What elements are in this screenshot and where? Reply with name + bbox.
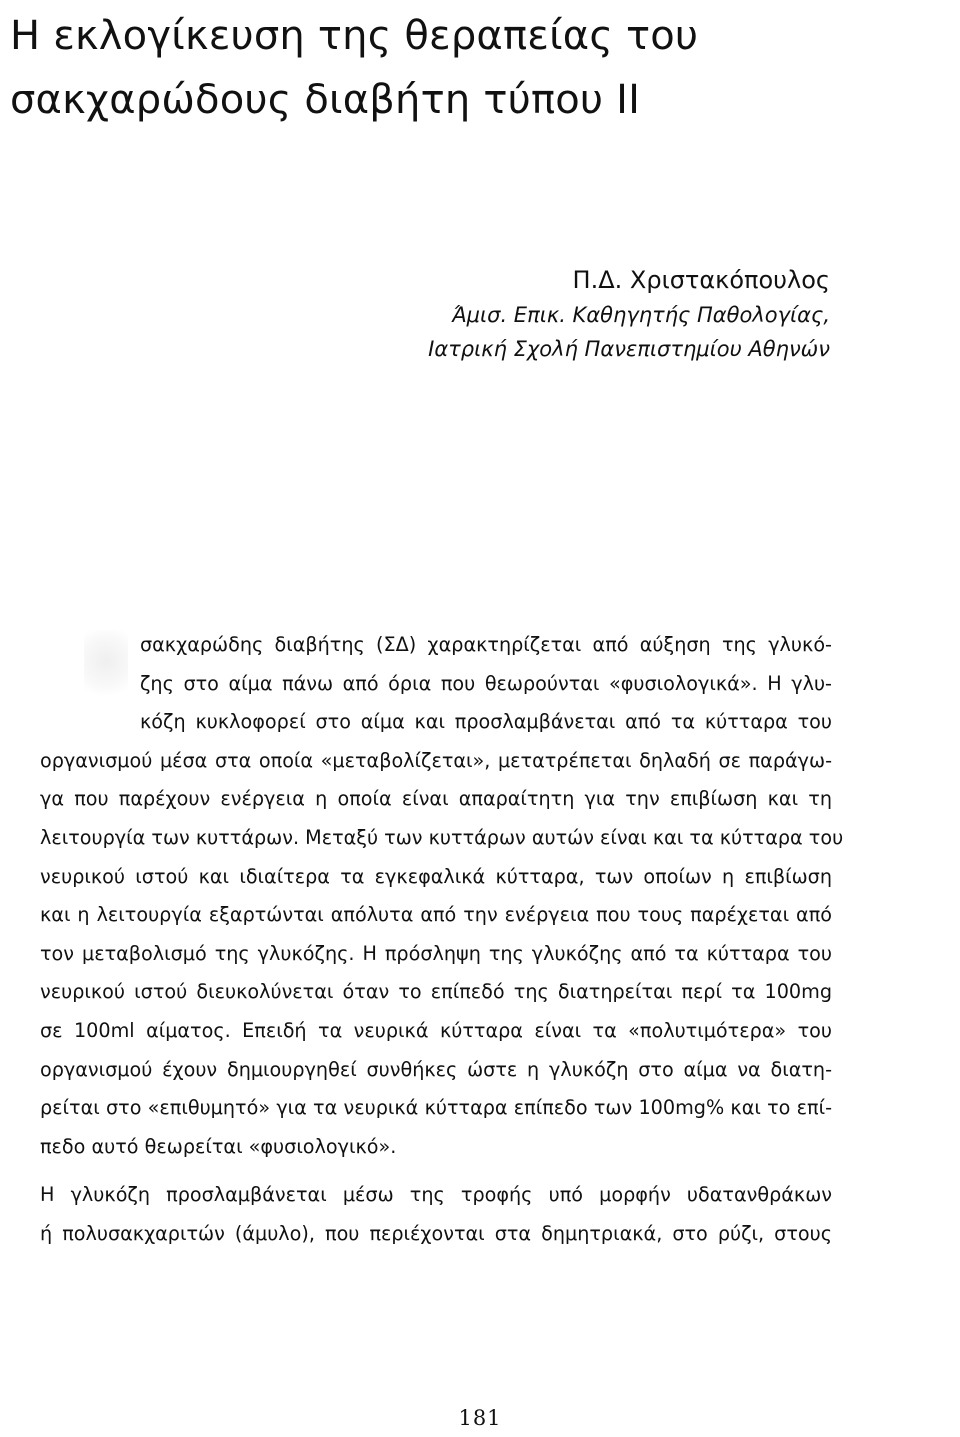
article-body bbox=[40, 626, 844, 1254]
body-line: πεδο αυτό θεωρείται «φυσιολογικό». bbox=[40, 1134, 397, 1158]
article-title bbox=[10, 4, 950, 132]
page-number: 181 bbox=[458, 1406, 502, 1430]
body-line: οργανισμού έχουν δημιουργηθεί συνθήκες ώστε η γλυκόζη στο αίμα να διατη- bbox=[40, 1057, 832, 1081]
body-line: σε 100ml αίματος. Επειδή τα νευρικά κύτταρα είναι τα «πολυτιμότερα» του bbox=[40, 1018, 832, 1042]
author-block bbox=[428, 262, 830, 366]
title-line-1: Η εκλογίκευση της θεραπείας του bbox=[10, 13, 699, 59]
body-line: γα που παρέχουν ενέργεια η οποία είναι απαραίτητη για την επιβίωση και τη bbox=[40, 787, 832, 811]
author-name: Π.Δ. Χριστακόπουλος bbox=[572, 266, 830, 294]
body-line: Η γλυκόζη προσλαμβάνεται μέσω της τροφής υπό μορφήν υδατανθράκων bbox=[40, 1183, 832, 1207]
paragraph-2 bbox=[40, 1176, 832, 1253]
body-line: ζης στο αίμα πάνω από όρια που θεωρούνται «φυσιολογικά». Η γλυ- bbox=[140, 671, 832, 695]
author-affiliation-line-2: Ιατρική Σχολή Πανεπιστημίου Αθηνών bbox=[428, 337, 830, 361]
author-affiliation-line-1: Άμισ. Επικ. Καθηγητής Παθολογίας, bbox=[452, 303, 830, 327]
body-line: λειτουργία των κυττάρων. Μεταξύ των κυττάρων αυτών είναι και τα κύτταρα του bbox=[40, 825, 844, 849]
body-line: και η λειτουργία εξαρτώνται απόλυτα από την ενέργεια που τους παρέχεται από bbox=[40, 903, 832, 927]
body-line: ρείται στο «επιθυμητό» για τα νευρικά κύτταρα επίπεδο των 100mg% και το επί- bbox=[40, 1096, 832, 1120]
paragraph-1 bbox=[40, 626, 844, 1166]
body-line: οργανισμού μέσα στα οποία «μεταβολίζεται», μετατρέπεται δηλαδή σε παράγω- bbox=[40, 748, 832, 772]
body-line: νευρικού ιστού και ιδιαίτερα τα εγκεφαλικά κύτταρα, των οποίων η επιβίωση bbox=[40, 864, 832, 888]
body-line: κόζη κυκλοφορεί στο αίμα και προσλαμβάνεται από τα κύτταρα του bbox=[140, 710, 832, 734]
title-line-2: σακχαρώδους διαβήτη τύπου ΙΙ bbox=[10, 77, 641, 123]
body-line: νευρικού ιστού διευκολύνεται όταν το επίπεδό της διατηρείται περί τα 100mg bbox=[40, 980, 832, 1004]
body-line: ή πολυσακχαριτών (άμυλο), που περιέχονται στα δημητριακά, στο ρύζι, στους bbox=[40, 1221, 832, 1245]
body-line: τον μεταβολισμό της γλυκόζης. Η πρόσληψη της γλυκόζης από τα κύτταρα του bbox=[40, 941, 832, 965]
body-line: σακχαρώδης διαβήτης (ΣΔ) χαρακτηρίζεται από αύξηση της γλυκό- bbox=[140, 633, 832, 656]
